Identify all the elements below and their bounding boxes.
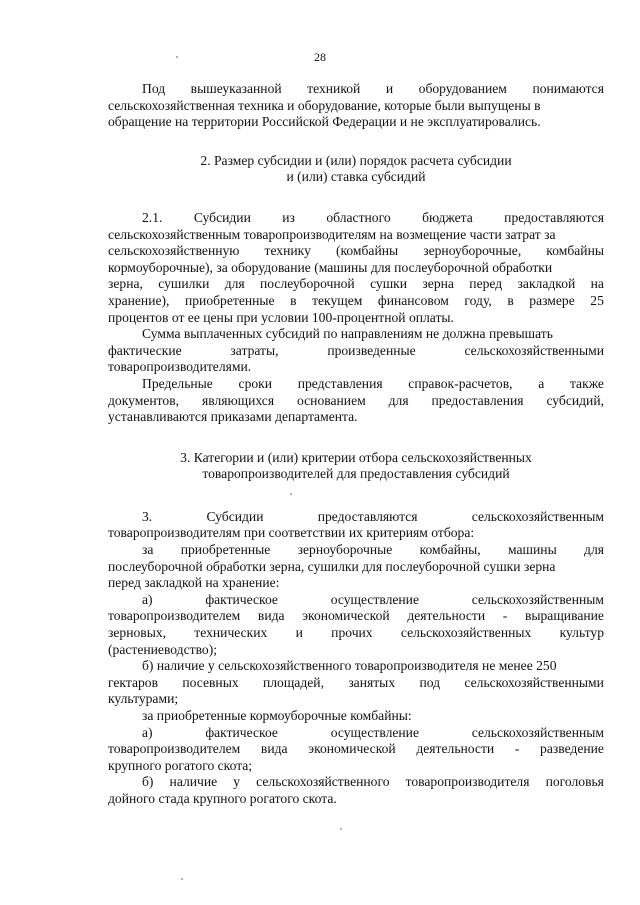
text-line: процентов от ее цены при условии 100-процентной оплаты. (108, 309, 454, 325)
section-2-heading: 2. Размер субсидии и (или) порядок расчета субсидии и (или) ставка субсидий (200, 152, 512, 185)
scan-speck (176, 56, 178, 58)
paragraph-subsidy-sum (108, 326, 604, 376)
text-line: за приобретенные кормоуборочные комбайны: (142, 708, 412, 723)
text-line: фактические затраты, произведенные сельскохозяйственными (108, 342, 604, 358)
text-line: за приобретенные зерноуборочные комбайны, машины для (142, 542, 604, 558)
criterion-b-dairy-herd (108, 774, 604, 807)
scan-speck (181, 878, 183, 880)
text-line: б) наличие у сельскохозяйственного товаропроизводителя поголовья (142, 774, 604, 790)
text-line: 3. Субсидии предоставляются сельскохозяйственным (142, 508, 604, 524)
text-line: Под вышеуказанной техникой и оборудованием понимаются (142, 81, 604, 96)
text-line: хранение), приобретенные в текущем финансовом году, в размере 25 (108, 292, 604, 308)
text-line: перед закладкой на хранение: (108, 575, 280, 591)
text-line: товаропроизводителем вида экономической деятельности - выращивание (108, 608, 604, 624)
text-line: а) фактическое осуществление сельскохозяйственным (142, 591, 604, 607)
criterion-a-crops (108, 592, 604, 658)
document-body (108, 81, 604, 808)
criterion-b-land (108, 658, 604, 708)
text-line: 2.1. Субсидии из областного бюджета предоставляются (142, 209, 604, 225)
text-line: (растениеводство); (108, 641, 217, 657)
text-line: товаропроизводителям при соответствии их критериям отбора: (108, 525, 475, 541)
text-line: Предельные сроки представления справок-расчетов, а также (142, 375, 604, 391)
intro-paragraph (108, 81, 604, 131)
text-line: товаропроизводителем вида экономической деятельности - разведение (108, 741, 604, 757)
text-line: сельскохозяйственную технику (комбайны зерноуборочные, комбайны (108, 243, 604, 259)
text-line: а) фактическое осуществление сельскохозяйственным (142, 724, 604, 740)
page-number: 28 (314, 50, 326, 64)
text-line: гектаров посевных площадей, занятых под сельскохозяйственными (108, 674, 604, 690)
scan-speck (290, 493, 292, 495)
text-line: крупного рогатого скота; (108, 757, 253, 773)
paragraph-3 (108, 509, 604, 542)
text-line: культурами; (108, 691, 179, 707)
section-3-heading: 3. Категории и (или) критерии отбора сельскохозяйственных товаропроизводителей для предоставления субсидий (180, 449, 532, 482)
text-line: дойного стада крупного рогатого скота. (108, 790, 337, 806)
paragraph-forage-harvesters (108, 708, 604, 725)
text-line: сельскохозяйственным товаропроизводителям на возмещение части затрат за (108, 226, 556, 242)
text-line: обращение на территории Российской Федерации и не эксплуатировались. (108, 114, 541, 130)
text-line: сельскохозяйственная техника и оборудование, которые были выпущены в (108, 97, 541, 113)
text-line: зерновых, технических и прочих сельскохозяйственных культур (108, 625, 604, 641)
criterion-a-cattle (108, 725, 604, 775)
text-line: документов, являющихся основанием для предоставления субсидий, (108, 392, 604, 408)
text-line: товаропроизводителями. (108, 359, 252, 375)
text-line: послеуборочной обработки зерна, сушилки для послеуборочной сушки зерна (108, 558, 556, 574)
text-line: устанавливаются приказами департамента. (108, 409, 358, 425)
text-line: зерна, сушилки для послеуборочной сушки зерна перед закладкой на (108, 276, 604, 292)
paragraph-grain-harvesters (108, 542, 604, 592)
text-line: б) наличие у сельскохозяйственного товаропроизводителя не менее 250 (142, 658, 557, 674)
text-line: кормоуборочные), за оборудование (машины для послеуборочной обработки (108, 259, 553, 275)
scan-speck (340, 828, 342, 830)
paragraph-2-1 (108, 210, 604, 326)
text-line: Сумма выплаченных субсидий по направлениям не должна превышать (142, 326, 553, 342)
paragraph-deadlines (108, 376, 604, 426)
